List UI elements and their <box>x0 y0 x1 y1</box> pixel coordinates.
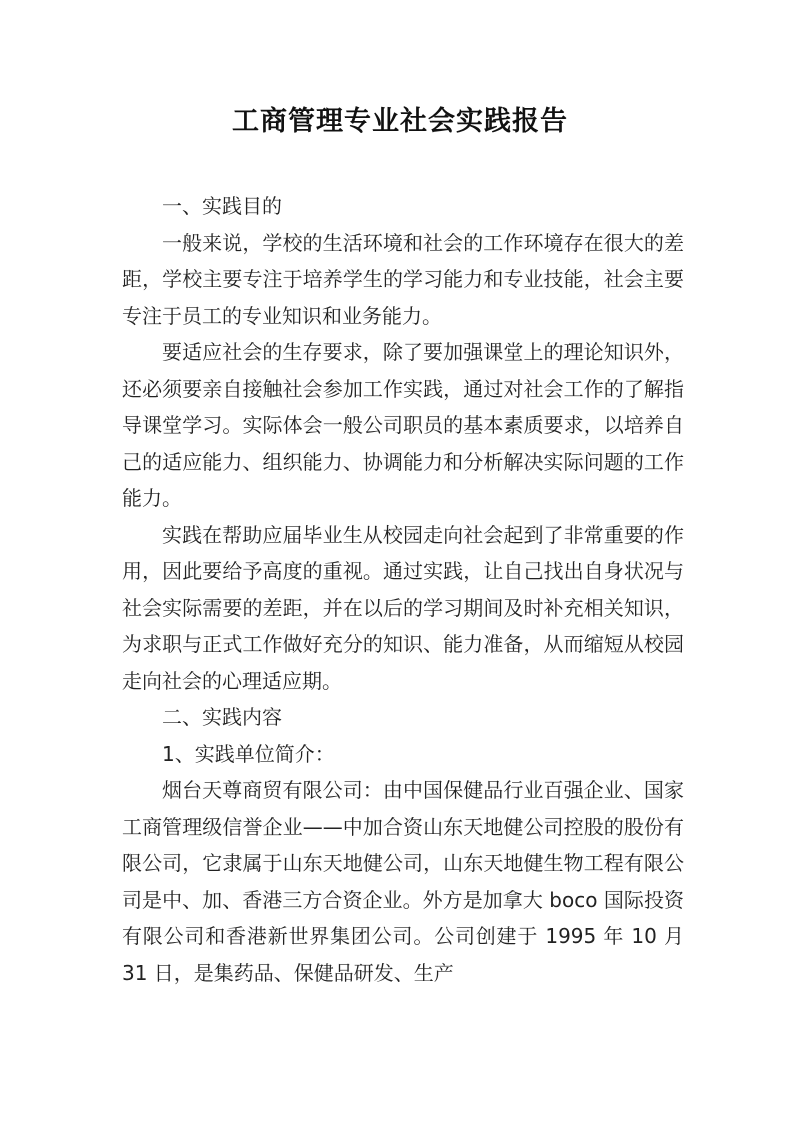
section-heading: 一、实践目的 <box>162 194 282 218</box>
paragraph: 实践在帮助应届毕业生从校园走向社会起到了非常重要的作用，因此要给予高度的重视。通过实践，让自己找出自身状况与社会实际需要的差距，并在以后的学习期间及时补充相关知识，为求职与正式工作做好充分的知识、能力准备，从而缩短从校园走向社会的心理适应期。 <box>122 522 684 693</box>
paragraph: 一般来说，学校的生活环境和社会的工作环境存在很大的差距，学校主要专注于培养学生的学习能力和专业技能，社会主要专注于员工的专业知识和业务能力。 <box>122 230 684 328</box>
paragraph: 烟台天尊商贸有限公司：由中国保健品行业百强企业、国家工商管理级信誉企业——中加合资山东天地健公司控股的股份有限公司，它隶属于山东天地健公司，山东天地健生物工程有限公司是中、加、香港三方合资企业。外方是加拿大 boco 国际投资有限公司和香港新世界集团公司。公司创建于 1995 年 10 月 31 日，是集药品、保健品研发、生产 <box>122 778 684 985</box>
document-body <box>122 188 684 991</box>
section-heading: 二、实践内容 <box>162 705 282 729</box>
subsection-heading: 1、实践单位简介： <box>162 741 335 766</box>
document-title: 工商管理专业社会实践报告 <box>232 106 568 137</box>
paragraph: 要适应社会的生存要求，除了要加强课堂上的理论知识外，还必须要亲自接触社会参加工作实践，通过对社会工作的了解指导课堂学习。实际体会一般公司职员的基本素质要求，以培养自己的适应能力、组织能力、协调能力和分析解决实际问题的工作能力。 <box>122 340 684 510</box>
